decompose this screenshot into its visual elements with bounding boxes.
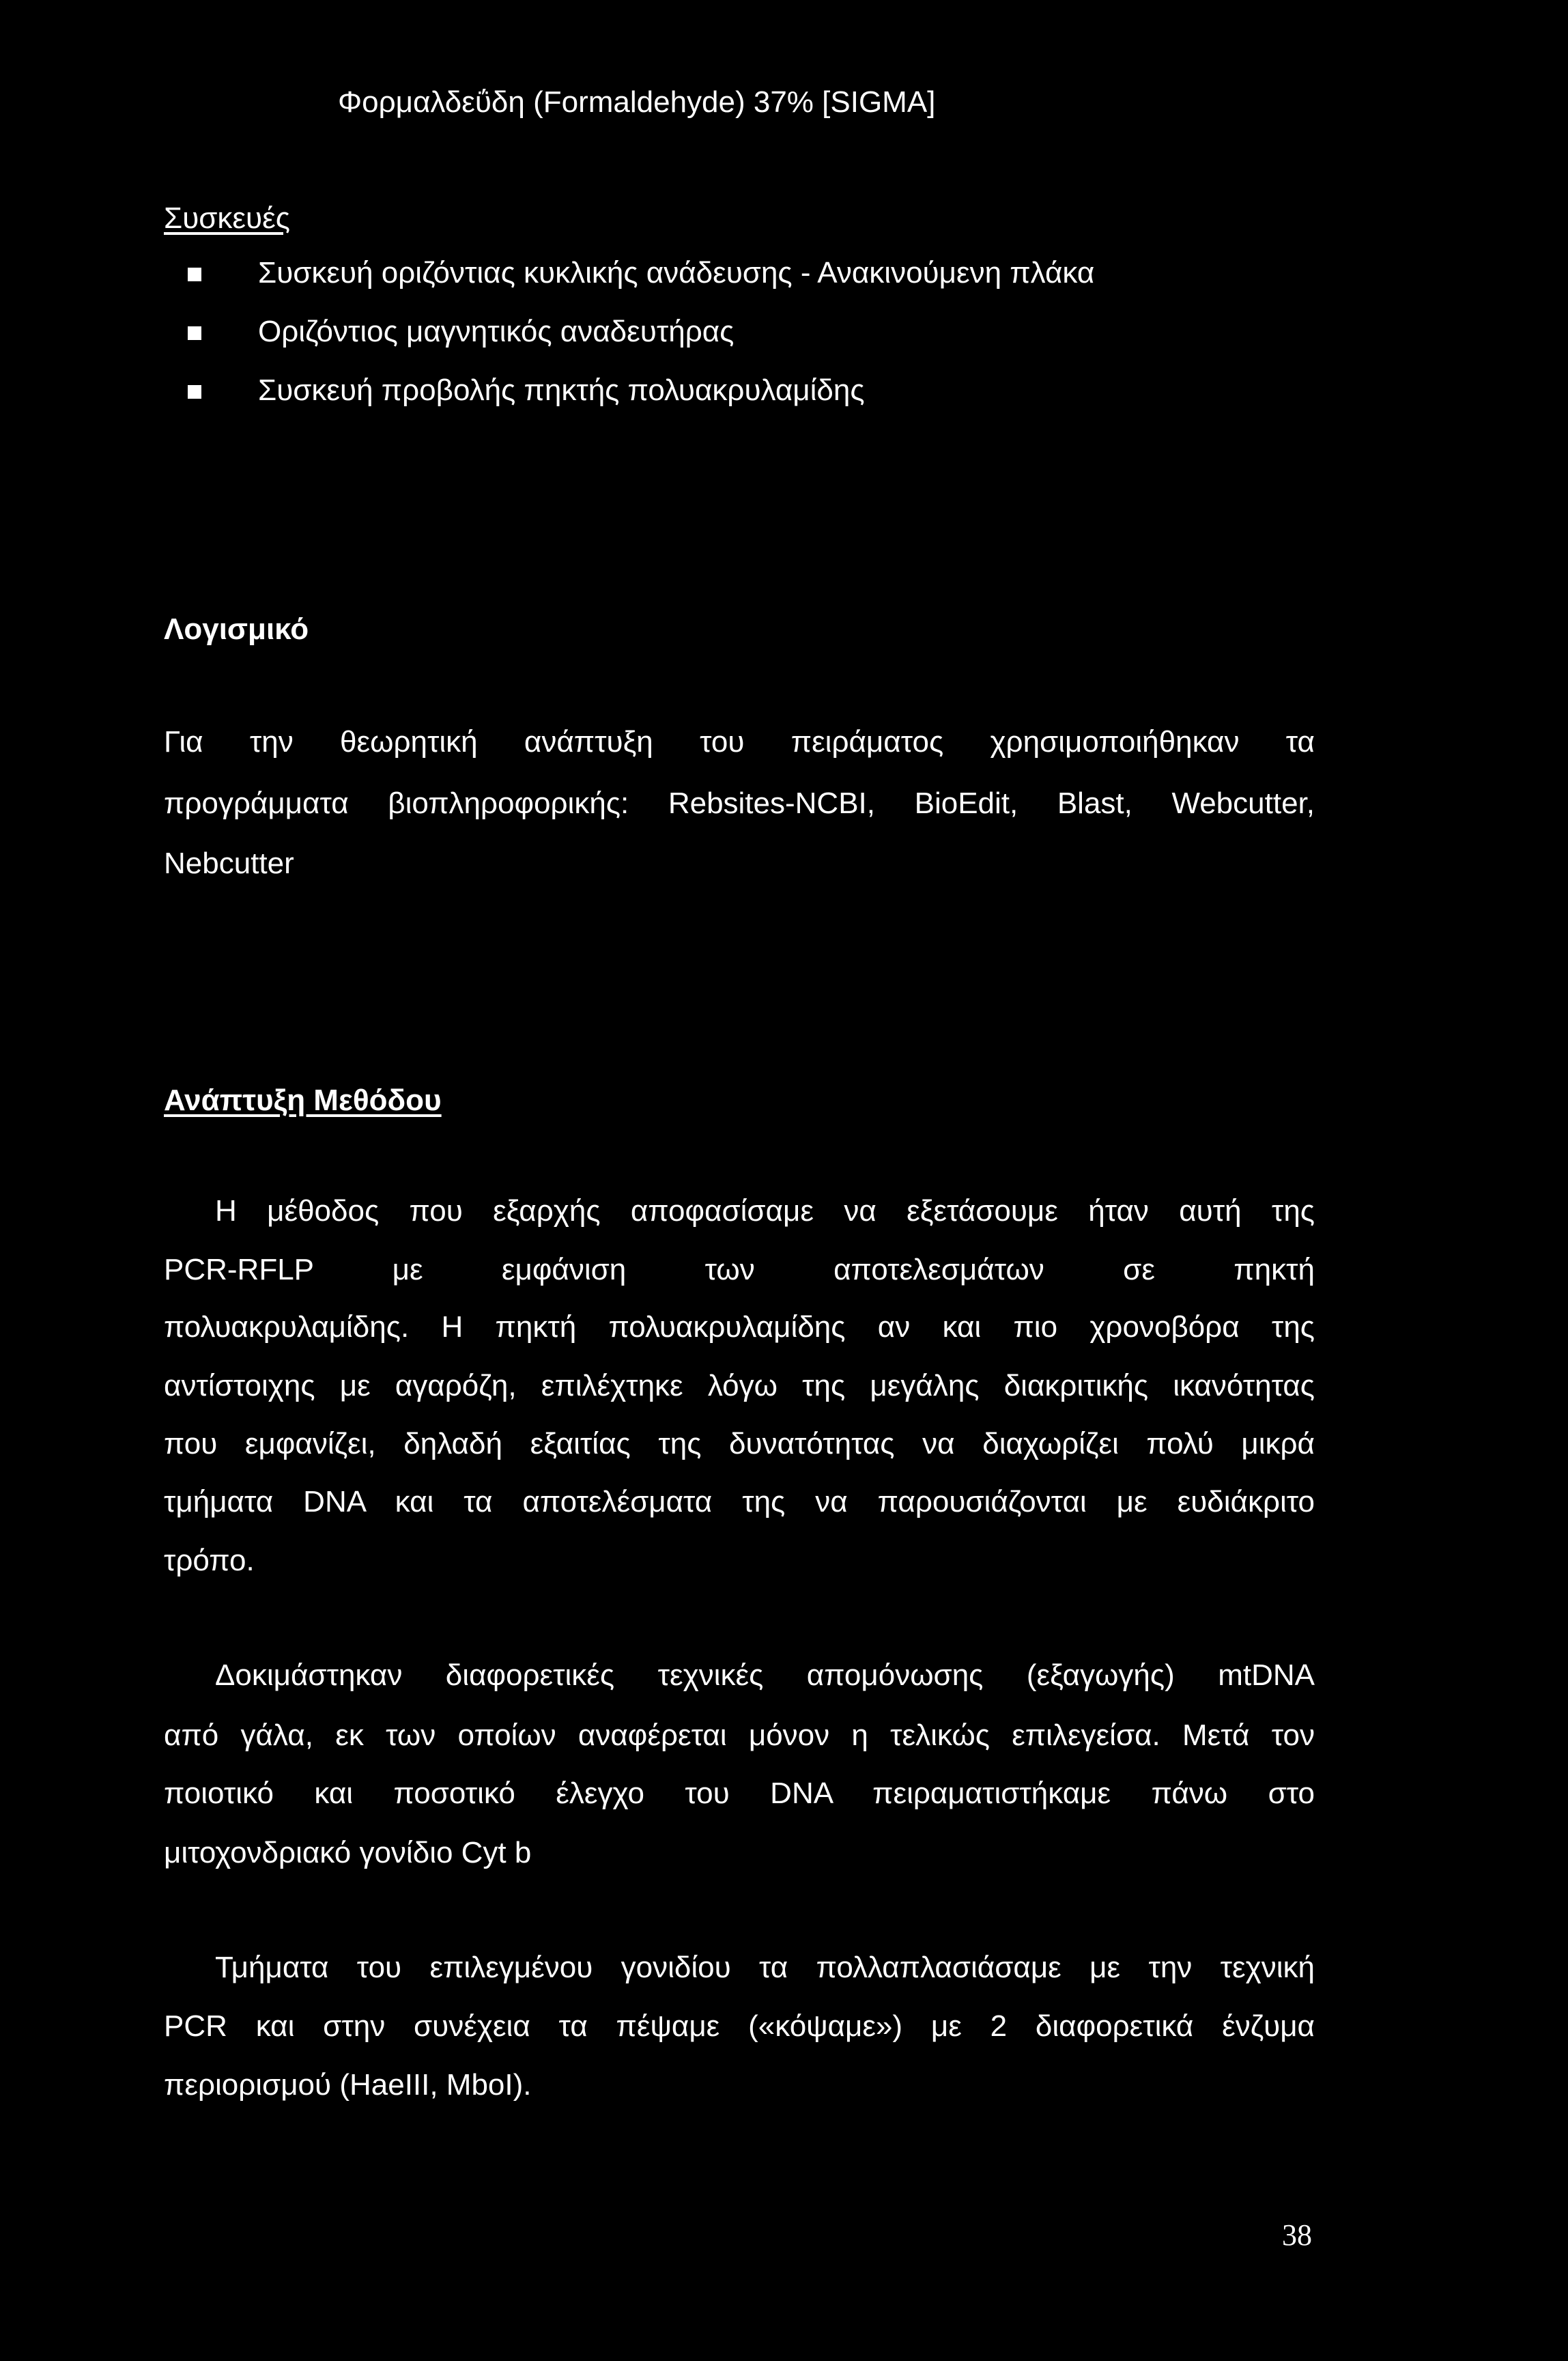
- method-p2-line: ποιοτικό και ποσοτικό έλεγχο του DNA πειραματιστήκαμε πάνω στο: [164, 1777, 1315, 1810]
- method-heading: Ανάπτυξη Μεθόδου: [164, 1084, 442, 1117]
- square-bullet-icon: [188, 326, 201, 340]
- software-line: Nebcutter: [164, 847, 294, 880]
- method-p1-line: πολυακρυλαμίδης. Η πηκτή πολυακρυλαμίδης αν και πιο χρονοβόρα της: [164, 1310, 1315, 1344]
- method-p1-line: Η μέθοδος που εξαρχής αποφασίσαμε να εξετάσουμε ήταν αυτή της: [215, 1194, 1315, 1228]
- square-bullet-icon: [188, 385, 201, 399]
- method-p3-line: PCR και στην συνέχεια τα πέψαμε («κόψαμε») με 2 διαφορετικά ένζυμα: [164, 2009, 1315, 2043]
- square-bullet-icon: [188, 268, 201, 281]
- method-p3-line: περιορισμού (HaeIII, MboI).: [164, 2068, 532, 2102]
- method-p1-line: τμήματα DNA και τα αποτελέσματα της να παρουσιάζονται με ευδιάκριτο: [164, 1485, 1315, 1518]
- method-p1-line: αντίστοιχης με αγαρόζη, επιλέχτηκε λόγω της μεγάλης διακριτικής ικανότητας: [164, 1369, 1315, 1402]
- method-p2-line: μιτοχονδριακό γονίδιο Cyt b: [164, 1836, 532, 1869]
- document-page: Φορμαλδεΰδη (Formaldehyde) 37% [SIGMA] Συσκευές Συσκευή οριζόντιας κυκλικής ανάδευσης - Ανακινούμενη πλάκα Οριζόντιος μαγνητικός αναδευτήρας Συσκευή προβολής πηκτής πολυακρυλαμίδης Λογισμικό Για την θεωρητική ανάπτυξη του πειράματος χρησιμοποιήθηκαν τα προγράμματα βιοπληροφορικής: Rebsites-NCBI, BioEdit, Blast, Webcutter, Nebcutter Ανάπτυξη Μεθόδου Η μέθοδος που εξαρχής αποφασίσαμε να εξετάσουμε ήταν αυτή της PCR-RFLP με εμφάνιση των αποτελεσμάτων σε πηκτή πολυακρυλαμίδης. Η πηκτή πολυακρυλαμίδης αν και πιο χρονοβόρα της αντίστοιχης με αγαρόζη, επιλέχτηκε λόγω της μεγάλης διακριτικής ικανότητας που εμφανίζει, δηλαδή εξαιτίας της δυνατότητας να διαχωρίζει πολύ μικρά τμήματα DNA και τα αποτελέσματα της να παρουσιάζονται με ευδιάκριτο τρόπο. Δοκιμάστηκαν διαφορετικές τεχνικές απομόνωσης (εξαγωγής) mtDNA από γάλα, εκ των οποίων αναφέρεται μόνον η τελικώς επιλεγείσα. Μετά τον ποιοτικό και ποσοτικό έλεγχο του DNA πειραματιστήκαμε πάνω στο μιτοχονδριακό γονίδιο Cyt b Τμήματα του επιλεγμένου γονιδίου τα πολλαπλασιάσαμε με την τεχνική PCR και στην συνέχεια τα πέψαμε («κόψαμε») με 2 διαφορετικά ένζυμα περιορισμού (HaeIII, MboI). 38: [164, 85, 1315, 2252]
- method-p1-line: που εμφανίζει, δηλαδή εξαιτίας της δυνατότητας να διαχωρίζει πολύ μικρά: [164, 1427, 1315, 1460]
- formaldehyde-line: Φορμαλδεΰδη (Formaldehyde) 37% [SIGMA]: [338, 85, 936, 119]
- method-p2-line: Δοκιμάστηκαν διαφορετικές τεχνικές απομόνωσης (εξαγωγής) mtDNA: [215, 1658, 1315, 1692]
- software-heading: Λογισμικό: [164, 612, 309, 646]
- method-p1-line: τρόπο.: [164, 1544, 255, 1577]
- devices-heading: Συσκευές: [164, 201, 290, 235]
- method-p3-line: Τμήματα του επιλεγμένου γονιδίου τα πολλαπλασιάσαμε με την τεχνική: [215, 1951, 1315, 1984]
- page-number: 38: [1282, 2218, 1312, 2252]
- software-line: προγράμματα βιοπληροφορικής: Rebsites-NCBI, BioEdit, Blast, Webcutter,: [164, 787, 1315, 820]
- method-p2-line: από γάλα, εκ των οποίων αναφέρεται μόνον η τελικώς επιλεγείσα. Μετά τον: [164, 1719, 1315, 1752]
- method-p1-line: PCR-RFLP με εμφάνιση των αποτελεσμάτων σε πηκτή: [164, 1253, 1315, 1286]
- software-line: Για την θεωρητική ανάπτυξη του πειράματος χρησιμοποιήθηκαν τα: [164, 725, 1315, 759]
